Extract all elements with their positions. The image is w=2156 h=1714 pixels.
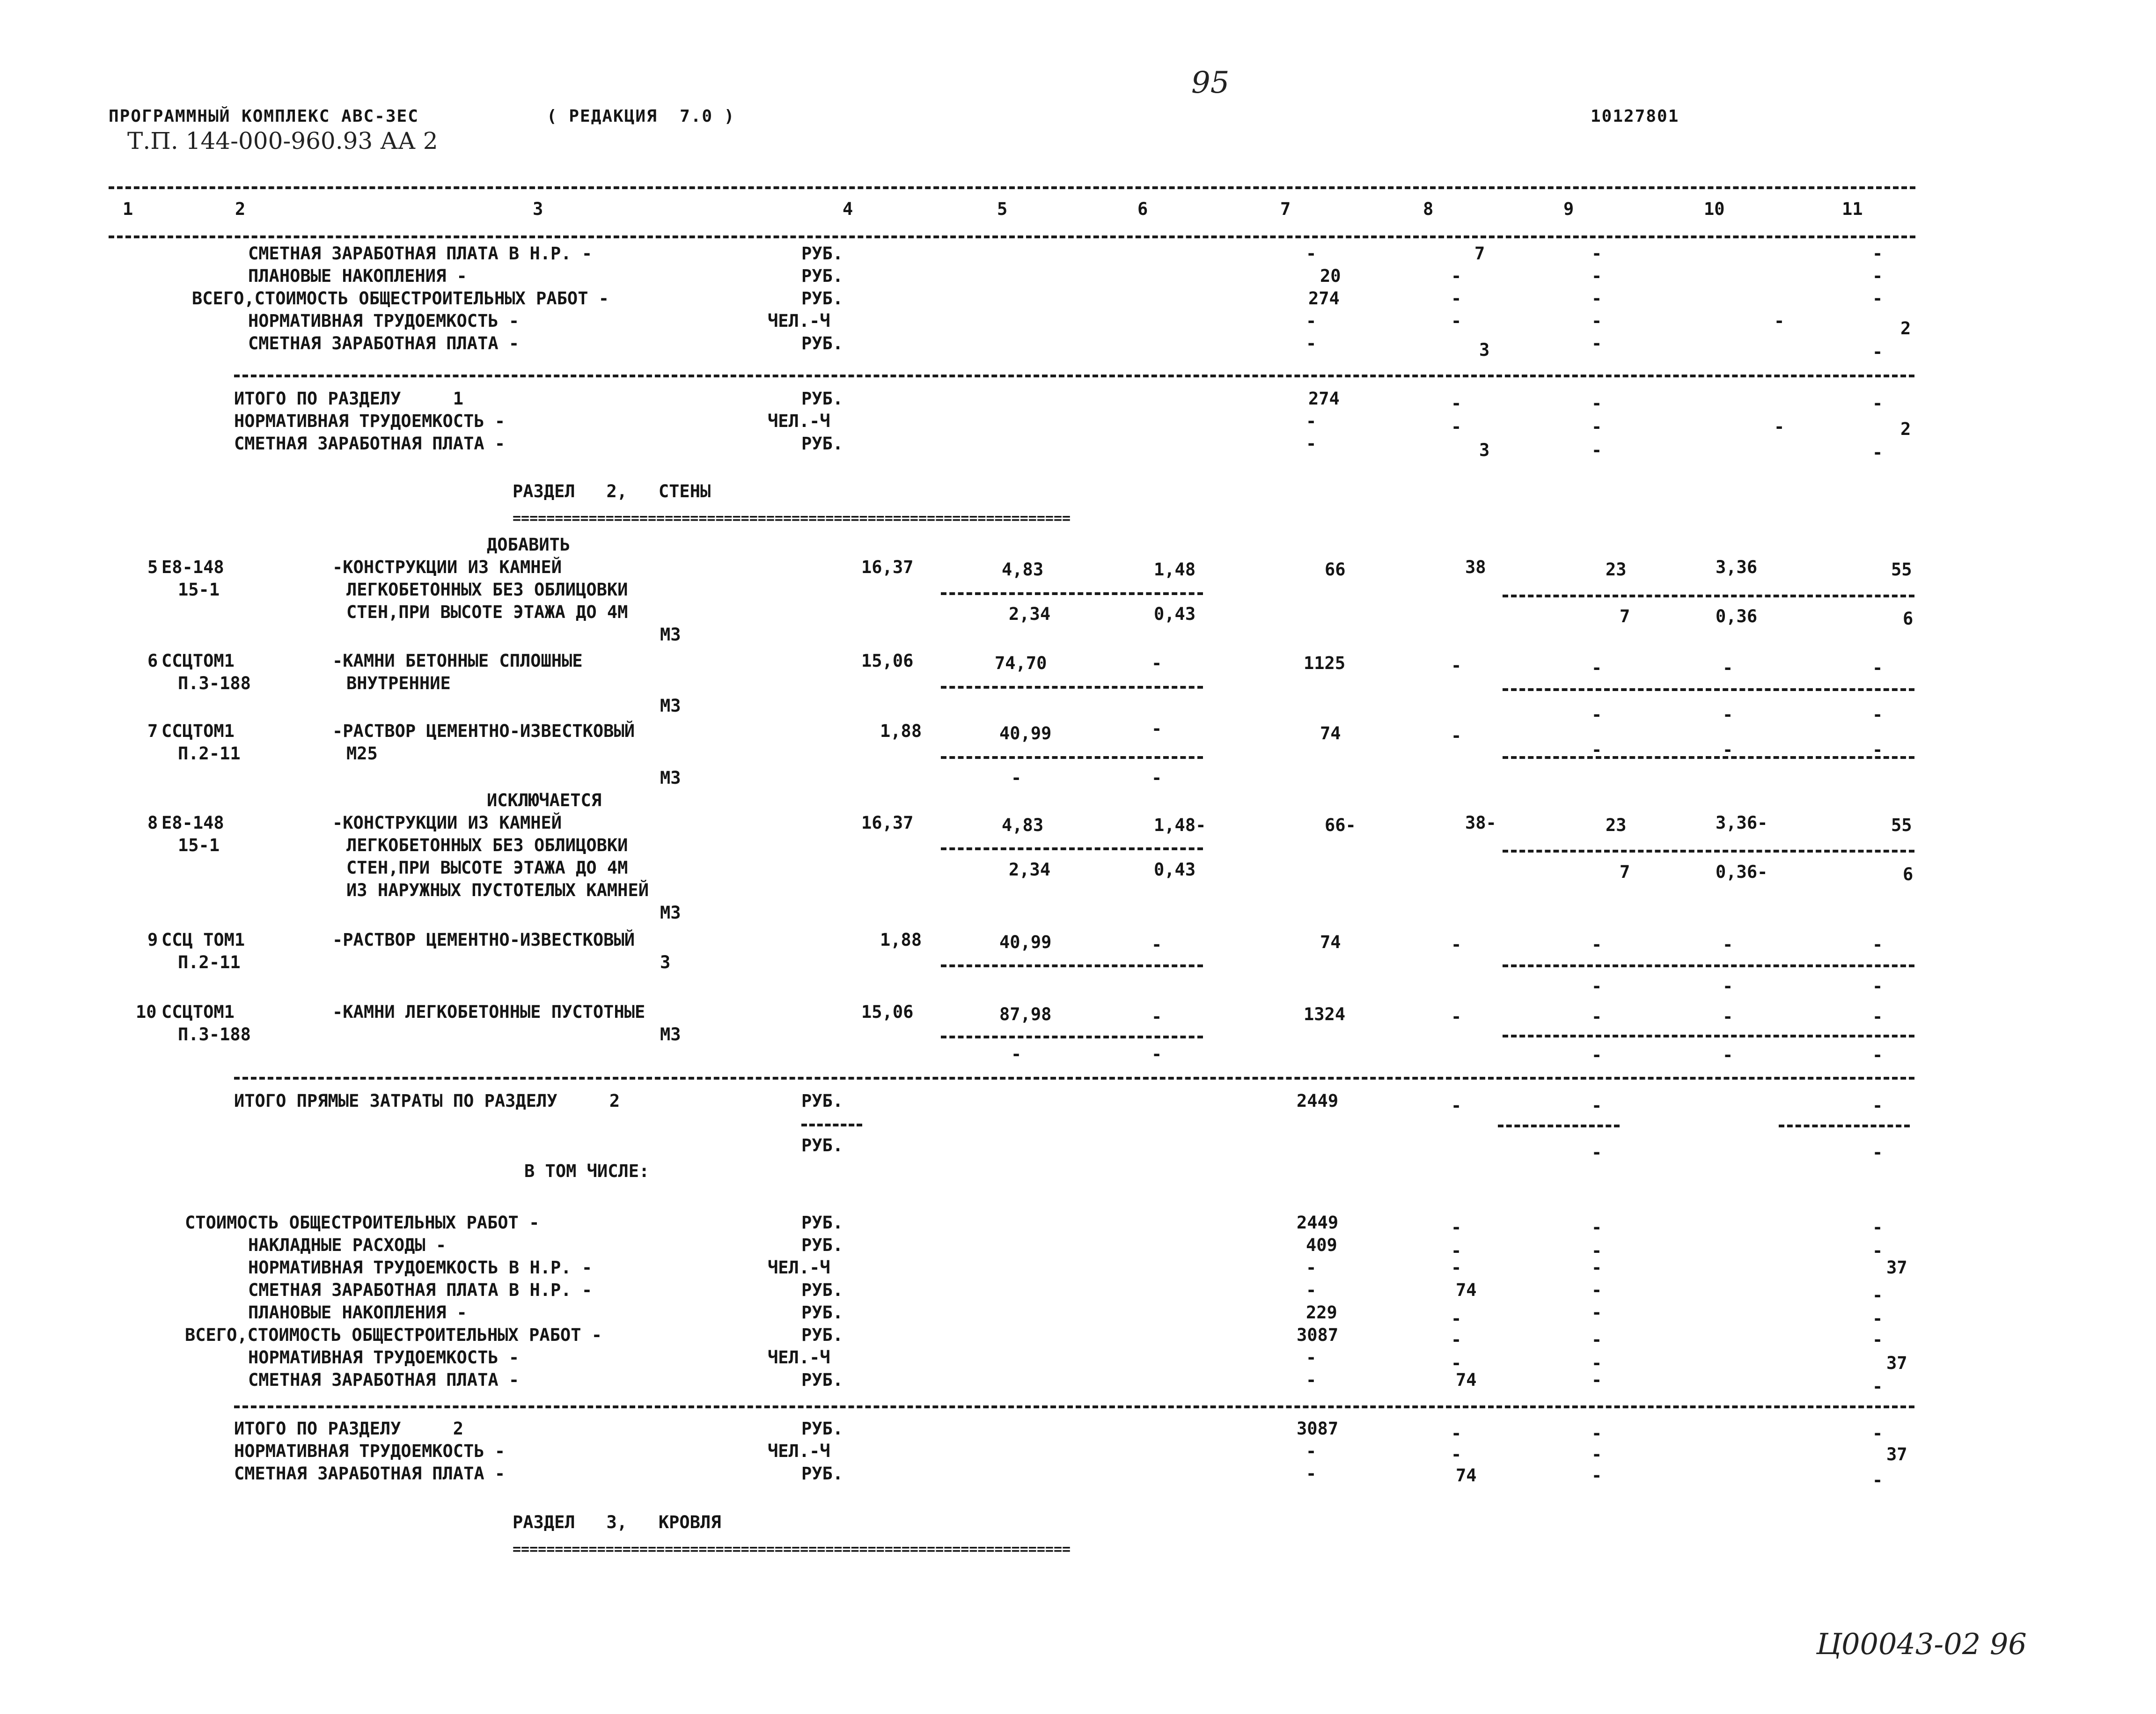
section-divider	[234, 1077, 1914, 1080]
item-col6-top: -	[1151, 934, 1162, 955]
item-code: ССЦТОМ1	[161, 651, 235, 671]
summary-col8: 3	[1479, 340, 1490, 360]
summary-col11: -	[1872, 1330, 1883, 1350]
item-col10-top: 3,36-	[1716, 813, 1768, 833]
summary-col7: 274	[1308, 288, 1340, 309]
item-code: ССЦ ТОМ1	[161, 930, 245, 950]
item-col11-bottom: -	[1872, 976, 1883, 996]
total-col9: -	[1591, 417, 1602, 437]
col-header-2: 2	[235, 199, 246, 219]
section2-underline: ==================================================================	[513, 510, 1071, 526]
summary-col11: 37	[1886, 1258, 1907, 1278]
summary-col11: -	[1872, 1285, 1883, 1305]
total-col11: -	[1872, 1423, 1883, 1443]
col-header-6: 6	[1137, 199, 1148, 219]
total-col8: -	[1451, 1423, 1462, 1443]
summary-col9: -	[1591, 333, 1602, 353]
program-edition: ( РЕДАКЦИЯ 7.0 )	[547, 107, 735, 126]
item-col11-bottom: -	[1872, 1045, 1883, 1065]
summary-col8: -	[1451, 311, 1462, 331]
col-header-7: 7	[1280, 199, 1291, 219]
including-label: В ТОМ ЧИСЛЕ:	[524, 1161, 650, 1181]
summary-col7: -	[1306, 333, 1317, 353]
item-col9-top: 23	[1606, 815, 1627, 835]
summary-unit: РУБ.	[801, 1235, 843, 1255]
item-number: 5	[147, 557, 158, 577]
summary-label: НОРМАТИВНАЯ ТРУДОЕМКОСТЬ В Н.Р. -	[248, 1258, 593, 1278]
direct-costs-col11-b: -	[1872, 1142, 1883, 1162]
summary-label: НАКЛАДНЫЕ РАСХОДЫ -	[248, 1235, 447, 1255]
total-unit: РУБ.	[801, 1464, 843, 1484]
item-col5-top: 87,98	[999, 1004, 1052, 1024]
item-rule	[1503, 1035, 1914, 1037]
item-col5-top: 40,99	[999, 723, 1052, 743]
item-col8: -	[1451, 655, 1462, 676]
item-quantity: 15,06	[861, 651, 914, 671]
item-number: 7	[147, 721, 158, 741]
direct-costs-col11: -	[1872, 1096, 1883, 1116]
total-label: НОРМАТИВНАЯ ТРУДОЕМКОСТЬ -	[234, 1441, 506, 1461]
direct-costs-rule	[801, 1124, 862, 1126]
summary-col8: -	[1451, 288, 1462, 309]
summary-col7: 3087	[1297, 1325, 1339, 1345]
summary-label: ПЛАНОВЫЕ НАКОПЛЕНИЯ -	[248, 266, 467, 286]
summary-label: СМЕТНАЯ ЗАРАБОТНАЯ ПЛАТА -	[248, 333, 520, 353]
summary-col7: 409	[1306, 1235, 1337, 1255]
item-unit: М3	[660, 903, 681, 923]
summary-col9: -	[1591, 1330, 1602, 1350]
direct-costs-col8: -	[1451, 1096, 1462, 1116]
summary-col7: -	[1306, 1280, 1317, 1300]
direct-costs-unit: РУБ.	[801, 1091, 843, 1111]
section-divider	[234, 375, 1914, 377]
total-label: ИТОГО ПО РАЗДЕЛУ 2	[234, 1419, 464, 1439]
direct-costs-col7: 2449	[1297, 1091, 1339, 1111]
total-col7: -	[1306, 434, 1317, 454]
item-description: ЛЕГКОБЕТОННЫХ БЕЗ ОБЛИЦОВКИ	[346, 580, 628, 600]
total-col11: 2	[1900, 419, 1911, 439]
section3-underline: ==================================================================	[513, 1541, 1071, 1557]
item-col5-bottom: -	[1011, 768, 1022, 788]
summary-unit: РУБ.	[801, 1325, 843, 1345]
section2-title: РАЗДЕЛ 2, СТЕНЫ	[513, 481, 711, 501]
summary-col11: -	[1872, 1241, 1883, 1261]
summary-unit: ЧЕЛ.-Ч	[768, 1258, 830, 1278]
summary-col11: -	[1872, 1376, 1883, 1397]
total-col7: -	[1306, 1464, 1317, 1484]
summary-col8: 7	[1474, 243, 1485, 264]
item-col8: -	[1451, 1007, 1462, 1027]
item-unit: М3	[660, 1024, 681, 1045]
item-col10-top: 3,36	[1716, 557, 1758, 577]
item-col5-bottom: 2,34	[1009, 860, 1051, 880]
section-divider	[234, 1405, 1914, 1408]
item-col6-top: -	[1151, 653, 1162, 673]
total-col8: -	[1451, 393, 1462, 413]
summary-col8: 74	[1456, 1280, 1477, 1300]
summary-col11: 37	[1886, 1353, 1907, 1373]
summary-col9: -	[1591, 1302, 1602, 1323]
summary-col9: -	[1591, 1241, 1602, 1261]
item-description: -РАСТВОР ЦЕМЕНТНО-ИЗВЕСТКОВЫЙ	[332, 721, 635, 741]
item-col9-top: -	[1591, 934, 1602, 955]
summary-label: ПЛАНОВЫЕ НАКОПЛЕНИЯ -	[248, 1302, 467, 1323]
item-code-sub: П.3-188	[178, 673, 251, 693]
total-col8: 3	[1479, 440, 1490, 460]
summary-col9: -	[1591, 243, 1602, 264]
item-col9-top: -	[1591, 658, 1602, 678]
item-col9-bottom: -	[1591, 740, 1602, 760]
summary-label: НОРМАТИВНАЯ ТРУДОЕМКОСТЬ -	[248, 1347, 520, 1368]
summary-col7: -	[1306, 1258, 1317, 1278]
header-top-rule	[109, 186, 1915, 189]
direct-costs-rule	[1498, 1125, 1620, 1127]
summary-col11: -	[1872, 243, 1883, 264]
item-col6-top: 1,48-	[1154, 815, 1206, 835]
item-rule	[941, 686, 1203, 689]
item-rule	[1503, 688, 1914, 691]
item-quantity: 16,37	[861, 557, 914, 577]
item-col10-bottom: -	[1723, 976, 1733, 996]
summary-unit: РУБ.	[801, 288, 843, 309]
item-col5-top: 40,99	[999, 932, 1052, 952]
item-description: -КАМНИ ЛЕГКОБЕТОННЫЕ ПУСТОТНЫЕ	[332, 1002, 645, 1022]
item-col6-bottom: -	[1151, 1044, 1162, 1064]
total-col11: -	[1872, 1470, 1883, 1490]
item-col10-top: -	[1723, 1007, 1733, 1027]
total-label: ИТОГО ПО РАЗДЕЛУ 1	[234, 389, 464, 409]
summary-unit: РУБ.	[801, 1302, 843, 1323]
summary-label: СМЕТНАЯ ЗАРАБОТНАЯ ПЛАТА В Н.Р. -	[248, 1280, 593, 1300]
summary-col9: -	[1591, 288, 1602, 309]
summary-col8: -	[1451, 1217, 1462, 1237]
item-description: ЛЕГКОБЕТОННЫХ БЕЗ ОБЛИЦОВКИ	[346, 835, 628, 855]
item-col8: 38-	[1465, 813, 1496, 833]
summary-col8: -	[1451, 266, 1462, 286]
total-unit: РУБ.	[801, 389, 843, 409]
item-col6-top: -	[1151, 1007, 1162, 1027]
summary-col8: -	[1451, 1258, 1462, 1278]
item-col7: 66-	[1325, 815, 1356, 835]
summary-col11: -	[1872, 342, 1883, 362]
summary-col11: -	[1872, 266, 1883, 286]
item-description: -КОНСТРУКЦИИ ИЗ КАМНЕЙ	[332, 813, 562, 833]
item-quantity: 15,06	[861, 1002, 914, 1022]
total-col7: 274	[1308, 389, 1340, 409]
summary-col11: -	[1872, 288, 1883, 309]
item-number: 9	[147, 930, 158, 950]
summary-label: ВСЕГО,СТОИМОСТЬ ОБЩЕСТРОИТЕЛЬНЫХ РАБОТ -	[192, 288, 609, 309]
item-rule	[1503, 850, 1914, 853]
direct-costs-unit-2: РУБ.	[801, 1135, 843, 1155]
col-header-4: 4	[843, 199, 853, 219]
summary-unit: РУБ.	[801, 1370, 843, 1390]
summary-col7: -	[1306, 1370, 1317, 1390]
header-bottom-rule	[109, 235, 1915, 238]
item-col7: 66	[1325, 559, 1346, 580]
total-col8: 74	[1456, 1465, 1477, 1486]
total-label: НОРМАТИВНАЯ ТРУДОЕМКОСТЬ -	[234, 411, 506, 431]
item-rule	[941, 964, 1203, 967]
item-col8: -	[1451, 726, 1462, 746]
document-code: 10127801	[1591, 107, 1679, 126]
section2-excluded-label: ИСКЛЮЧАЕТСЯ	[487, 790, 602, 810]
summary-unit: РУБ.	[801, 1213, 843, 1233]
summary-label: ВСЕГО,СТОИМОСТЬ ОБЩЕСТРОИТЕЛЬНЫХ РАБОТ -	[185, 1325, 602, 1345]
summary-label: СМЕТНАЯ ЗАРАБОТНАЯ ПЛАТА В Н.Р. -	[248, 243, 593, 264]
total-col7: -	[1306, 411, 1317, 431]
item-col10-top: -	[1723, 705, 1733, 725]
item-rule	[941, 1036, 1203, 1038]
item-col11-top: 55	[1891, 815, 1912, 835]
total-label: СМЕТНАЯ ЗАРАБОТНАЯ ПЛАТА -	[234, 434, 506, 454]
item-col11-top: -	[1872, 1007, 1883, 1027]
total-col10: -	[1774, 417, 1785, 437]
handwritten-footer-code: Ц00043-02 96	[1816, 1627, 2027, 1661]
item-col9-top: 23	[1606, 559, 1627, 580]
item-col7: 1324	[1304, 1004, 1346, 1024]
summary-col7: -	[1306, 311, 1317, 331]
summary-col7: 229	[1306, 1302, 1337, 1323]
item-col6-top: 1,48	[1154, 559, 1196, 580]
item-description: М25	[346, 743, 378, 764]
item-description: -РАСТВОР ЦЕМЕНТНО-ИЗВЕСТКОВЫЙ	[332, 930, 635, 950]
item-col10-bottom: -	[1723, 1045, 1733, 1065]
item-col10-bottom: 0,36	[1716, 606, 1758, 626]
item-code-sub: П.2-11	[178, 743, 241, 764]
item-col7: 1125	[1304, 653, 1346, 673]
summary-label: СМЕТНАЯ ЗАРАБОТНАЯ ПЛАТА -	[248, 1370, 520, 1390]
total-col11: 37	[1886, 1444, 1907, 1464]
summary-unit: ЧЕЛ.-Ч	[768, 1347, 830, 1368]
col-header-5: 5	[997, 199, 1008, 219]
item-col11-bottom: 6	[1903, 609, 1914, 629]
summary-col7: -	[1306, 1347, 1317, 1368]
summary-col9: -	[1591, 1258, 1602, 1278]
summary-col9: -	[1591, 1370, 1602, 1390]
direct-costs-rule	[1779, 1125, 1910, 1127]
total-unit: РУБ.	[801, 1419, 843, 1439]
item-col5-top: 4,83	[1002, 815, 1044, 835]
summary-col7: 2449	[1297, 1213, 1339, 1233]
item-col9-bottom: 7	[1620, 606, 1630, 626]
item-code-sub: 15-1	[178, 580, 220, 600]
summary-col8: -	[1451, 1309, 1462, 1329]
summary-unit: ЧЕЛ.-Ч	[768, 311, 830, 331]
col-header-9: 9	[1563, 199, 1574, 219]
total-unit: РУБ.	[801, 434, 843, 454]
direct-costs-label: ИТОГО ПРЯМЫЕ ЗАТРАТЫ ПО РАЗДЕЛУ 2	[234, 1091, 620, 1111]
total-label: СМЕТНАЯ ЗАРАБОТНАЯ ПЛАТА -	[234, 1464, 506, 1484]
col-header-10: 10	[1704, 199, 1725, 219]
item-col5-top: 74,70	[995, 653, 1047, 673]
item-description: ВНУТРЕННИЕ	[346, 673, 451, 693]
item-code-sub: П.3-188	[178, 1024, 251, 1045]
summary-col8: 74	[1456, 1370, 1477, 1390]
total-col9: -	[1591, 393, 1602, 413]
item-col7: 74	[1320, 723, 1341, 743]
summary-col9: -	[1591, 1280, 1602, 1300]
item-unit: М3	[660, 768, 681, 788]
item-description: СТЕН,ПРИ ВЫСОТЕ ЭТАЖА ДО 4М	[346, 602, 628, 622]
col-header-8: 8	[1423, 199, 1434, 219]
item-col10-top: -	[1723, 934, 1733, 955]
summary-label: СТОИМОСТЬ ОБЩЕСТРОИТЕЛЬНЫХ РАБОТ -	[185, 1213, 540, 1233]
item-code-sub: 15-1	[178, 835, 220, 855]
col-header-11: 11	[1842, 199, 1863, 219]
program-name: ПРОГРАММНЫЙ КОМПЛЕКС АВС-3ЕС	[109, 107, 419, 126]
item-col9-top: -	[1591, 1007, 1602, 1027]
item-rule	[1503, 756, 1914, 759]
total-col11: -	[1872, 393, 1883, 413]
item-col9-bottom: -	[1591, 976, 1602, 996]
section3-title: РАЗДЕЛ 3, КРОВЛЯ	[513, 1512, 721, 1532]
summary-col7: 20	[1320, 266, 1341, 286]
item-col6-bottom: 0,43	[1154, 604, 1196, 624]
item-description: ИЗ НАРУЖНЫХ ПУСТОТЕЛЫХ КАМНЕЙ	[346, 880, 649, 900]
summary-col9: -	[1591, 311, 1602, 331]
total-unit: ЧЕЛ.-Ч	[768, 1441, 830, 1461]
item-unit: М3	[660, 696, 681, 716]
item-unit: М3	[660, 625, 681, 645]
item-unit: 3	[660, 952, 671, 972]
summary-col11: -	[1872, 1217, 1883, 1237]
summary-col8: -	[1451, 1241, 1462, 1261]
item-col11-top: -	[1872, 934, 1883, 955]
col-header-3: 3	[533, 199, 543, 219]
item-code: ССЦТОМ1	[161, 721, 235, 741]
summary-col8: -	[1451, 1330, 1462, 1350]
item-code-sub: П.2-11	[178, 952, 241, 972]
item-col6-bottom: -	[1151, 768, 1162, 788]
summary-unit: РУБ.	[801, 243, 843, 264]
item-col6-bottom: 0,43	[1154, 860, 1196, 880]
total-col9: -	[1591, 1423, 1602, 1443]
item-description: -КОНСТРУКЦИИ ИЗ КАМНЕЙ	[332, 557, 562, 577]
item-quantity: 1,88	[880, 721, 922, 741]
total-unit: ЧЕЛ.-Ч	[768, 411, 830, 431]
total-col9: -	[1591, 1465, 1602, 1486]
item-col9-bottom: -	[1591, 1045, 1602, 1065]
item-col6-top: -	[1151, 719, 1162, 739]
summary-unit: РУБ.	[801, 266, 843, 286]
item-col5-bottom: 2,34	[1009, 604, 1051, 624]
item-description: -КАМНИ БЕТОННЫЕ СПЛОШНЫЕ	[332, 651, 583, 671]
item-col8: -	[1451, 934, 1462, 955]
item-rule	[1503, 595, 1914, 597]
item-col9-bottom: 7	[1620, 862, 1630, 882]
item-col11-top: -	[1872, 658, 1883, 678]
item-col8: 38	[1465, 557, 1486, 577]
summary-unit: РУБ.	[801, 333, 843, 353]
summary-col9: -	[1591, 1353, 1602, 1373]
item-col5-top: 4,83	[1002, 559, 1044, 580]
item-rule	[941, 847, 1203, 850]
item-col10-bottom: -	[1723, 740, 1733, 760]
col-header-1: 1	[123, 199, 133, 219]
item-rule	[941, 592, 1203, 595]
item-description: СТЕН,ПРИ ВЫСОТЕ ЭТАЖА ДО 4М	[346, 858, 628, 878]
direct-costs-col9-b: -	[1591, 1142, 1602, 1162]
summary-col8: -	[1451, 1353, 1462, 1373]
item-code: Е8-148	[161, 557, 224, 577]
item-col11-top: -	[1872, 705, 1883, 725]
item-quantity: 16,37	[861, 813, 914, 833]
item-col11-top: 55	[1891, 559, 1912, 580]
handwritten-page-number: 95	[1191, 66, 1230, 100]
item-rule	[1503, 964, 1914, 967]
total-col9: -	[1591, 1444, 1602, 1464]
project-number: Т.П. 144-000-960.93 АА 2	[127, 127, 438, 154]
summary-unit: РУБ.	[801, 1280, 843, 1300]
item-rule	[941, 756, 1203, 759]
total-col8: -	[1451, 1444, 1462, 1464]
item-col7: 74	[1320, 932, 1341, 952]
summary-col9: -	[1591, 1217, 1602, 1237]
item-number: 10	[136, 1002, 157, 1022]
item-number: 6	[147, 651, 158, 671]
summary-col11: -	[1872, 1309, 1883, 1329]
summary-col10: -	[1774, 311, 1785, 331]
section2-add-label: ДОБАВИТЬ	[487, 535, 571, 555]
total-col8: -	[1451, 417, 1462, 437]
direct-costs-col9: -	[1591, 1096, 1602, 1116]
item-col11-bottom: -	[1872, 740, 1883, 760]
item-col5-bottom: -	[1011, 1044, 1022, 1064]
item-col10-bottom: 0,36-	[1716, 862, 1768, 882]
item-code: ССЦТОМ1	[161, 1002, 235, 1022]
total-col11: -	[1872, 442, 1883, 463]
summary-label: НОРМАТИВНАЯ ТРУДОЕМКОСТЬ -	[248, 311, 520, 331]
item-quantity: 1,88	[880, 930, 922, 950]
summary-col11: 2	[1900, 318, 1911, 338]
total-col9: -	[1591, 440, 1602, 460]
total-col7: 3087	[1297, 1419, 1339, 1439]
summary-col9: -	[1591, 266, 1602, 286]
item-code: Е8-148	[161, 813, 224, 833]
item-col11-bottom: 6	[1903, 864, 1914, 884]
item-col9-top: -	[1591, 705, 1602, 725]
item-col10-top: -	[1723, 658, 1733, 678]
item-number: 8	[147, 813, 158, 833]
summary-col7: -	[1306, 243, 1317, 264]
total-col7: -	[1306, 1441, 1317, 1461]
